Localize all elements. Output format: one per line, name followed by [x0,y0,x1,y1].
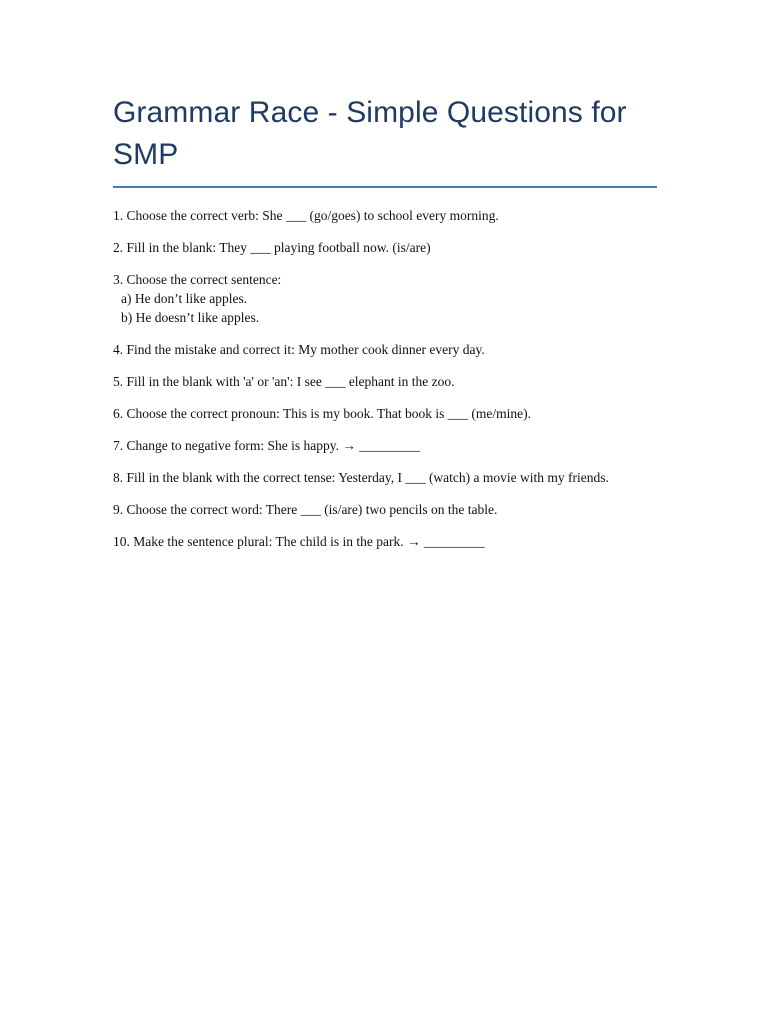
title-underline [113,186,657,188]
question-7: 7. Change to negative form: She is happy. → _________ [113,438,420,453]
document-page [113,92,658,564]
question-9: 9. Choose the correct word: There ___ (is/are) two pencils on the table. [113,502,498,517]
question-4: 4. Find the mistake and correct it: My mother cook dinner every day. [113,342,485,357]
question-3 [113,270,658,327]
document-title: Grammar Race - Simple Questions for SMP [113,96,627,171]
question-1: 1. Choose the correct verb: She ___ (go/goes) to school every morning. [113,208,499,223]
question-10: 10. Make the sentence plural: The child is in the park. → _________ [113,534,485,549]
question-5: 5. Fill in the blank with 'a' or 'an': I see ___ elephant in the zoo. [113,374,455,389]
question-8: 8. Fill in the blank with the correct tense: Yesterday, I ___ (watch) a movie with my friends. [113,470,609,485]
question-3-option-a: a) He don’t like apples. [121,291,248,306]
question-6: 6. Choose the correct pronoun: This is my book. That book is ___ (me/mine). [113,406,531,421]
question-3-option-b: b) He doesn’t like apples. [121,310,260,325]
question-2: 2. Fill in the blank: They ___ playing football now. (is/are) [113,240,431,255]
question-3-prompt: 3. Choose the correct sentence: [113,272,282,287]
question-list [113,206,658,551]
